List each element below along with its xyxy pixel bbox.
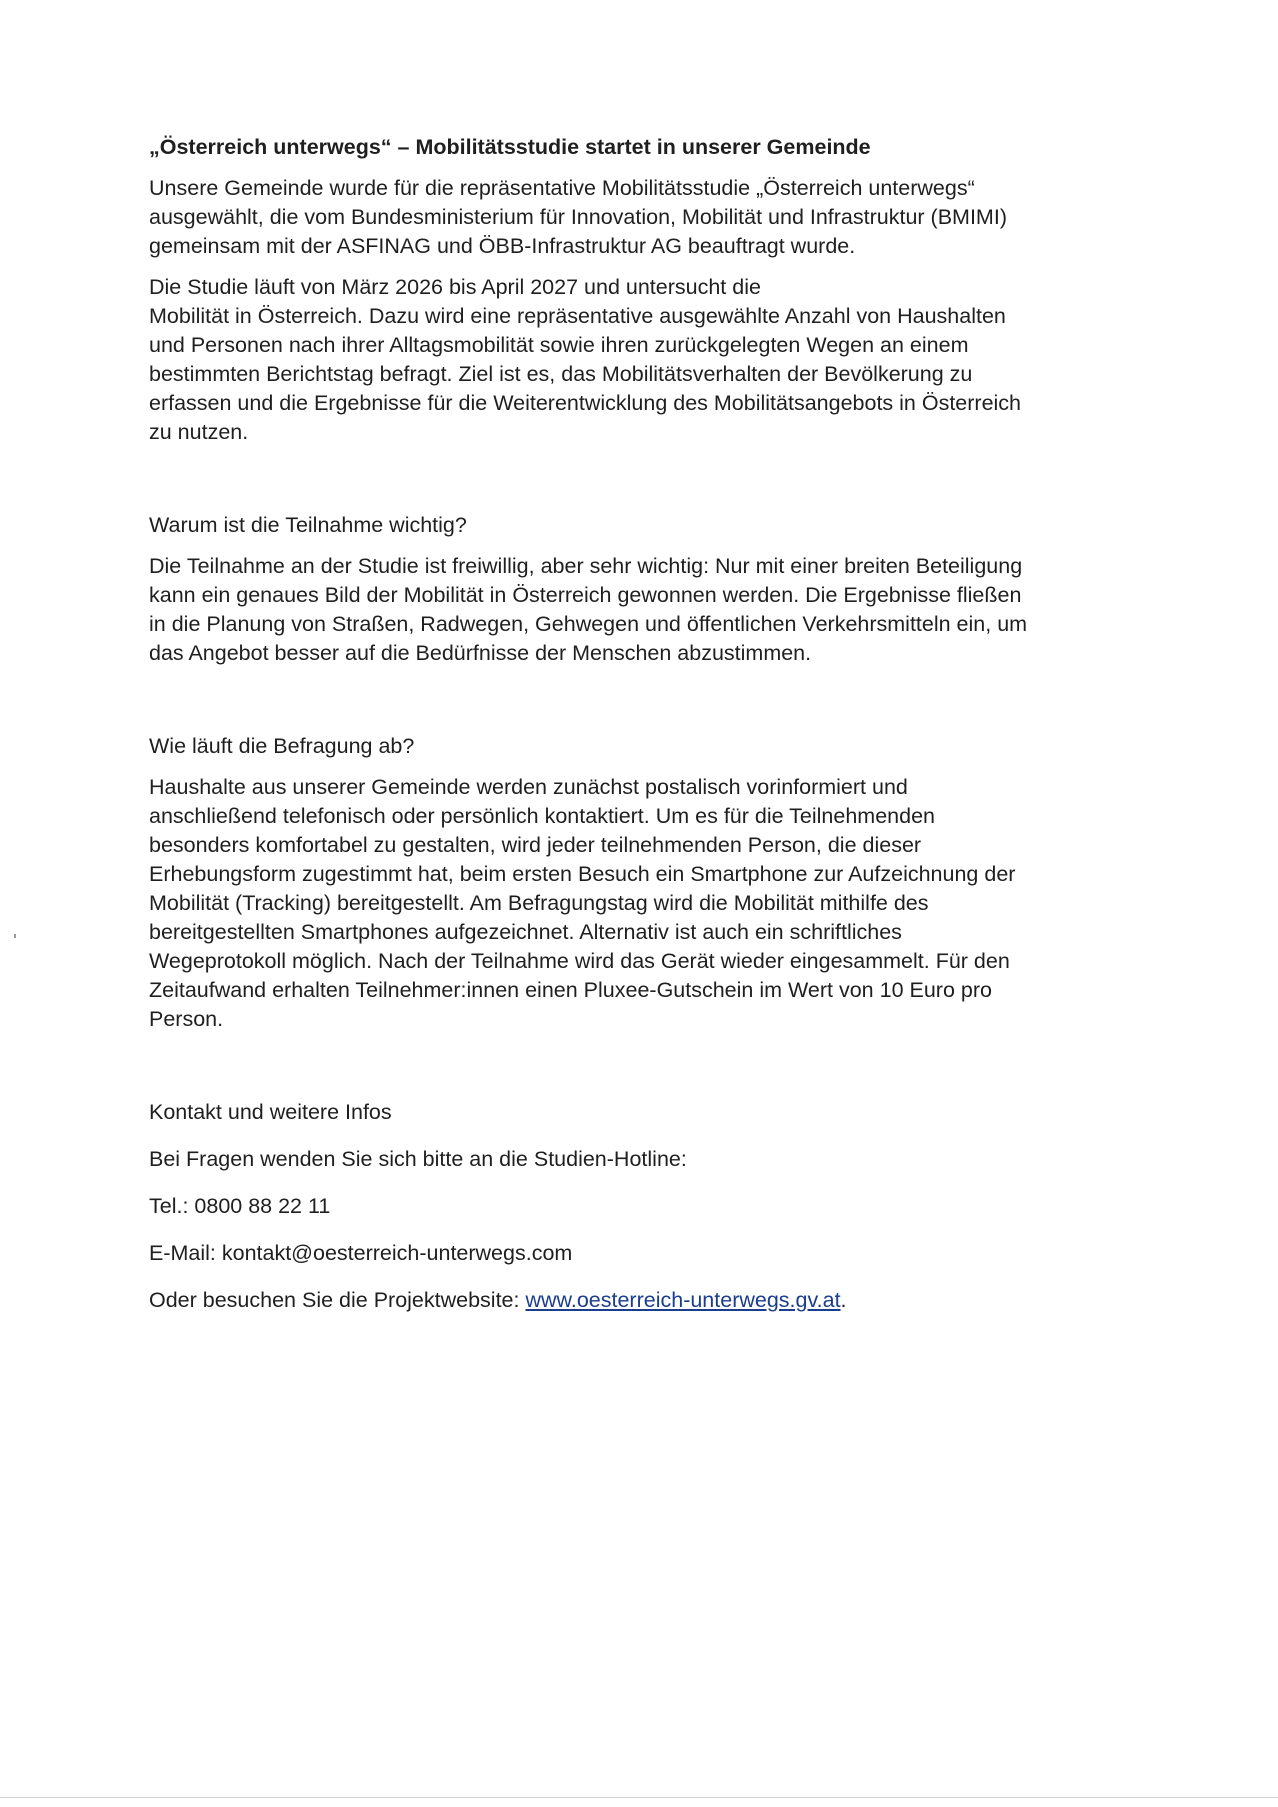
why-heading: Warum ist die Teilnahme wichtig? [149, 513, 467, 537]
scan-artifact [14, 934, 16, 938]
study-paragraph: Die Studie läuft von März 2026 bis April 2027 und untersucht die Mobilität in Österreich. Dazu wird eine repräsentative ausgewählte Anzahl von Haushalten und Personen nach ihrer Alltagsmobilität sowie ihren zurückgelegten Wegen an einem bestimmten Berichtstag befragt. Ziel ist es, das Mobilitätsverhalten der Bevölkerung zu erfassen und die Ergebnisse für die Weiterentwicklung des Mobilitätsangebots in Österreich zu nutzen. [149, 275, 1022, 444]
scan-edge-line [0, 1797, 1278, 1798]
why-paragraph: Die Teilnahme an der Studie ist freiwillig, aber sehr wichtig: Nur mit einer breiten Beteiligung kann ein genaues Bild der Mobilität in Österreich gewonnen werden. Die Ergebnisse fließen in die Planung von Straßen, Radwegen, Gehwegen und öffentlichen Verkehrsmitteln ein, um das Angebot besser auf die Bedürfnisse der Menschen abzustimmen. [149, 554, 1028, 665]
how-paragraph: Haushalte aus unserer Gemeinde werden zunächst postalisch vorinformiert und anschließend telefonisch oder persönlich kontaktiert. Um es für die Teilnehmenden besonders komfortabel zu gestalten, wird jeder teilnehmenden Person, die dieser Erhebungsform zugestimmt hat, beim ersten Besuch ein Smartphone zur Aufzeichnung der Mobilität (Tracking) bereitgestellt. Am Befragungstag wird die Mobilität mithilfe des bereitgestellten Smartphones aufgezeichnet. Alternativ ist auch ein schriftliches Wegeprotokoll möglich. Nach der Teilnahme wird das Gerät wieder eingesammelt. Für den Zeitaufwand erhalten Teilnehmer:innen einen Pluxee-Gutschein im Wert von 10 Euro pro Person. [149, 775, 1016, 1031]
hotline-text: Bei Fragen wenden Sie sich bitte an die Studien-Hotline: [149, 1147, 687, 1171]
website-prefix: Oder besuchen Sie die Projektwebsite: [149, 1288, 526, 1312]
how-heading: Wie läuft die Befragung ab? [149, 734, 415, 758]
document-title: „Österreich unterwegs“ – Mobilitätsstudie startet in unserer Gemeinde [149, 135, 871, 159]
website-line [149, 1286, 1139, 1315]
contact-heading: Kontakt und weitere Infos [149, 1100, 392, 1124]
intro-paragraph: Unsere Gemeinde wurde für die repräsentative Mobilitätsstudie „Österreich unterwegs“ ausgewählt, die vom Bundesministerium für Innovation, Mobilität und Infrastruktur (BMIMI) gemeinsam mit der ASFINAG und ÖBB-Infrastruktur AG beauftragt wurde. [149, 176, 1007, 258]
document-body [149, 133, 1139, 1333]
website-link[interactable]: www.oesterreich-unterwegs.gv.at [525, 1288, 841, 1312]
website-suffix: . [840, 1288, 847, 1312]
email-address: E-Mail: kontakt@oesterreich-unterwegs.com [149, 1241, 573, 1265]
phone-number: Tel.: 0800 88 22 11 [149, 1194, 331, 1218]
